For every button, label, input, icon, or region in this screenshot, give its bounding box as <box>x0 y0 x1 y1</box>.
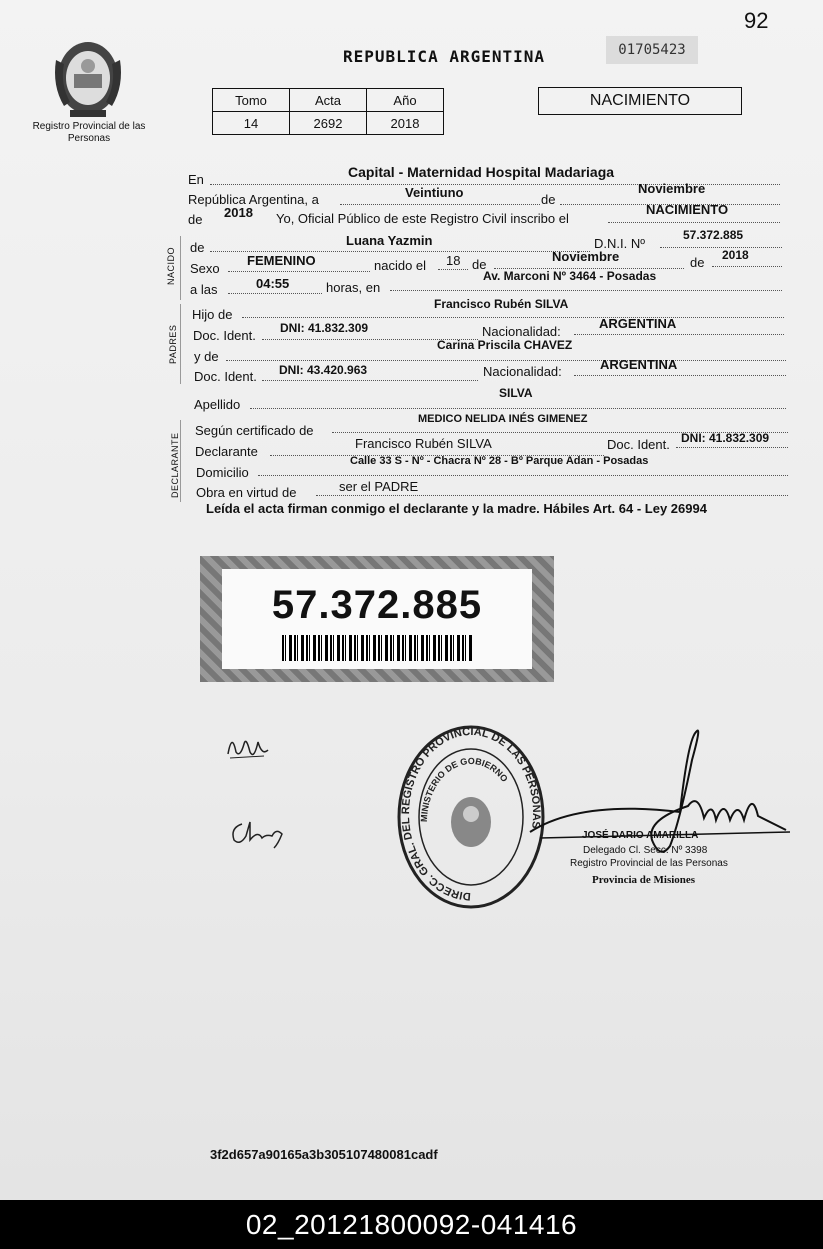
label-a-las: a las <box>190 282 218 297</box>
value-month: Noviembre <box>638 181 706 196</box>
dotted-line <box>228 271 370 272</box>
dotted-line <box>258 475 788 476</box>
label-segun: Según certificado de <box>195 423 314 438</box>
label-republic: República Argentina, a <box>188 192 319 207</box>
label-domicilio: Domicilio <box>196 465 249 480</box>
value-declarant: Francisco Rubén SILVA <box>355 436 492 451</box>
country-title: REPUBLICA ARGENTINA <box>343 47 546 66</box>
label-father-nationality: Nacionalidad: <box>482 324 561 339</box>
dotted-line <box>242 317 784 318</box>
act-type-box: NACIMIENTO <box>538 87 742 115</box>
dni-label <box>200 556 554 682</box>
dni-label-number: 57.372.885 <box>271 583 483 627</box>
label-statement: Yo, Oficial Público de este Registro Civil inscribo el <box>276 211 569 226</box>
header-cell-ano: Año <box>367 89 444 112</box>
value-year: 2018 <box>224 205 253 220</box>
label-sexo: Sexo <box>190 261 220 276</box>
official-role: Delegado Cl. Secc. Nº 3398 <box>583 845 708 856</box>
section-divider <box>180 420 181 502</box>
label-dni: D.N.I. Nº <box>594 236 645 251</box>
label-horas-en: horas, en <box>326 280 381 295</box>
dotted-line <box>226 360 786 361</box>
dotted-line <box>574 375 786 376</box>
dotted-line <box>712 266 782 267</box>
header-cell-acta: Acta <box>290 89 367 112</box>
section-divider <box>180 304 181 384</box>
value-birth-year: 2018 <box>722 248 749 262</box>
seal-outer-text: DIRECC. GRAL. DEL REGISTRO PROVINCIAL DE LAS PERSONAS <box>399 725 543 903</box>
value-father-doc: DNI: 41.832.309 <box>280 321 369 335</box>
value-father: Francisco Rubén SILVA <box>434 297 569 311</box>
value-act: NACIMIENTO <box>646 202 729 217</box>
dotted-line <box>210 251 590 252</box>
declarant-initials-signature <box>228 814 298 850</box>
dotted-line <box>316 495 788 496</box>
dotted-line <box>676 447 788 448</box>
label-de-name: de <box>190 240 205 255</box>
value-dni: 57.372.885 <box>683 228 744 242</box>
dotted-line <box>250 408 786 409</box>
closing-statement: Leída el acta firman conmigo el declarante y la madre. Hábiles Art. 64 - Ley 26994 <box>206 501 707 516</box>
value-name: Luana Yazmin <box>346 233 433 248</box>
section-label-declarant: DECLARANTE <box>170 432 180 498</box>
value-sex: FEMENINO <box>247 253 316 268</box>
dotted-line <box>574 334 784 335</box>
dni-label-inner <box>222 569 532 669</box>
label-apellido: Apellido <box>194 397 241 412</box>
value-birth-place: Av. Marconi Nº 3464 - Posadas <box>483 269 657 283</box>
section-divider <box>180 236 181 300</box>
page-number: 92 <box>744 8 769 33</box>
label-mother-nationality: Nacionalidad: <box>483 364 562 379</box>
value-place: Capital - Maternidad Hospital Madariaga <box>348 164 615 180</box>
label-declarant-doc: Doc. Ident. <box>607 437 670 452</box>
value-mother-doc: DNI: 43.420.963 <box>279 363 368 377</box>
value-certificate: MEDICO NELIDA INÉS GIMENEZ <box>418 413 588 425</box>
seal-inner-text: MINISTERIO DE GOBIERNO <box>418 755 510 823</box>
value-mother-nationality: ARGENTINA <box>600 357 678 372</box>
mother-initials-signature <box>224 728 274 768</box>
dotted-line <box>228 293 322 294</box>
official-name: JOSÉ DARIO AMARILLA <box>582 830 699 841</box>
value-cell-ano: 2018 <box>367 112 444 135</box>
section-label-born: NACIDO <box>166 246 176 285</box>
label-obra: Obra en virtud de <box>196 485 297 500</box>
value-surname: SILVA <box>499 386 533 400</box>
label-de-birth-month: de <box>472 257 487 272</box>
official-province: Provincia de Misiones <box>592 874 696 886</box>
document-hash: 3f2d657a90165a3b305107480081cadf <box>210 1147 438 1162</box>
section-label-parents: PADRES <box>168 324 178 364</box>
dotted-line <box>340 204 540 205</box>
barcode <box>282 635 472 661</box>
value-time: 04:55 <box>256 276 290 291</box>
value-day-words: Veintiuno <box>405 185 464 200</box>
dotted-line <box>438 269 468 270</box>
serial-number: 01705423 <box>606 36 698 64</box>
value-birth-month: Noviembre <box>552 249 620 264</box>
label-declarante: Declarante <box>195 444 258 459</box>
label-en: En <box>188 172 204 187</box>
registry-name: Registro Provincial de las Personas <box>32 121 146 144</box>
label-de: de <box>541 192 556 207</box>
value-cell-tomo: 14 <box>213 112 290 135</box>
value-declarant-doc: DNI: 41.832.309 <box>681 431 770 445</box>
value-father-nationality: ARGENTINA <box>599 316 677 331</box>
dotted-line <box>390 290 782 291</box>
header-cell-tomo: Tomo <box>213 89 290 112</box>
value-by-virtue: ser el PADRE <box>339 479 419 494</box>
dotted-line <box>660 247 782 248</box>
value-mother: Carina Priscila CHAVEZ <box>437 338 573 352</box>
label-y-de: y de <box>194 349 219 364</box>
value-cell-acta: 2692 <box>290 112 367 135</box>
dotted-line <box>608 222 780 223</box>
value-birth-day: 18 <box>446 253 461 268</box>
label-de-birth-year: de <box>690 255 705 270</box>
label-hijo-de: Hijo de <box>192 307 233 322</box>
label-de-year: de <box>188 212 203 227</box>
label-father-doc: Doc. Ident. <box>193 328 256 343</box>
official-org: Registro Provincial de las Personas <box>570 858 728 869</box>
label-nacido-el: nacido el <box>374 258 427 273</box>
value-address: Calle 33 S - Nº - Chacra Nº 28 - Bº Parque Adan - Posadas <box>350 455 649 467</box>
dotted-line <box>262 380 478 381</box>
footer-filename: 02_20121800092-041416 <box>0 1200 823 1249</box>
label-mother-doc: Doc. Ident. <box>194 369 257 384</box>
